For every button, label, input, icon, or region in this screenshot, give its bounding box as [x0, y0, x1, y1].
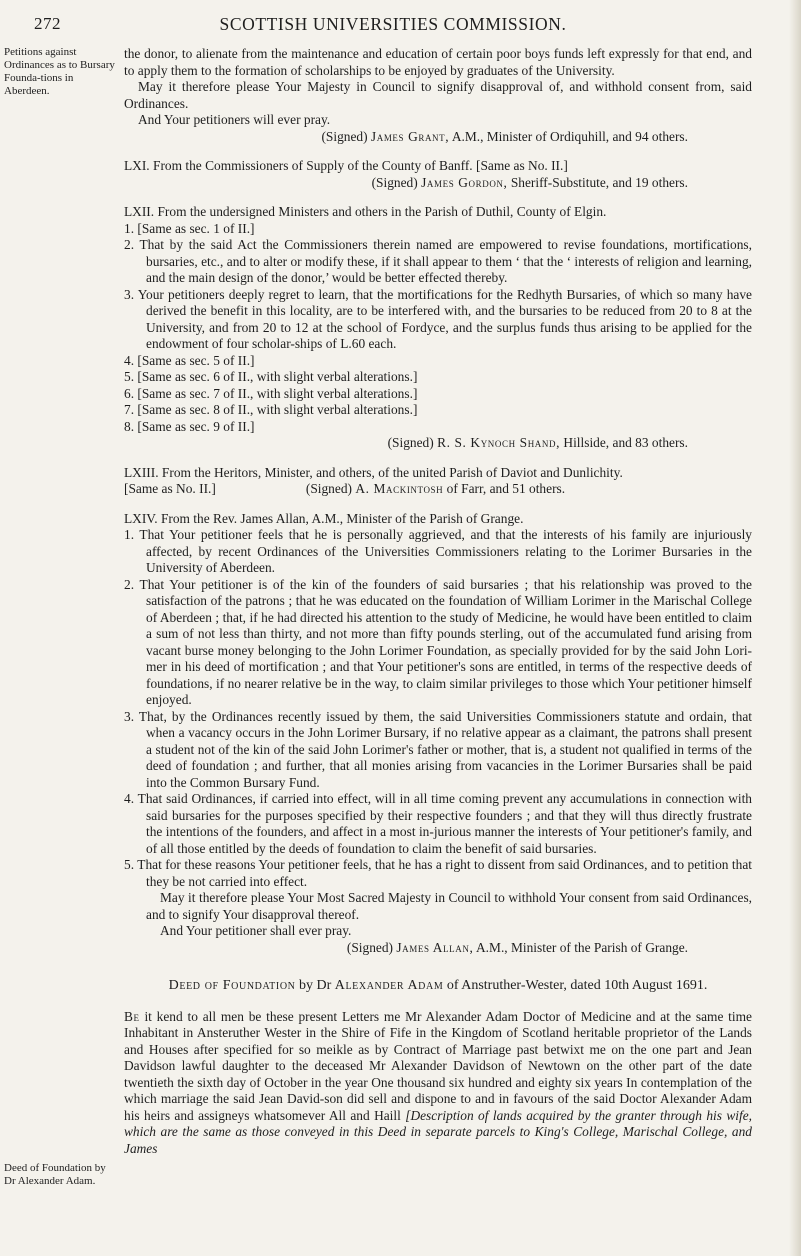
signatory-name: James Allan, — [396, 939, 474, 955]
petition-lxiv — [124, 511, 752, 957]
deed-italic-note: [Description of lands acquired by the granter through his wife, which are the same as those conveyed in this Deed in separate parcels to King's College, Marischal College, and James — [124, 1107, 752, 1156]
list-item: 1. That Your petitioner feels that he is personally aggrieved, and that the interests of his family are injuriously affected, by recent Ordinances of the Universities Commissioners relating to the Lorimer Bursaries in the University of Aberdeen. — [124, 527, 752, 575]
signatory-name: James Gordon, — [421, 174, 508, 190]
list-item: 8. [Same as sec. 9 of II.] — [124, 418, 255, 434]
running-title: SCOTTISH UNIVERSITIES COMMISSION. — [219, 14, 567, 34]
signature-line — [124, 940, 752, 957]
signed-label: (Signed) — [321, 128, 368, 144]
sidenote-petitions: Petitions against Ordinances as to Bursary Founda-tions in Aberdeen. — [4, 46, 115, 97]
signatory-name: R. S. Kynoch Shand, — [437, 435, 561, 450]
petition-heading: LXIV. From the Rev. James Allan, A.M., Minister of the Parish of Grange. — [124, 510, 524, 526]
signatory-title: of Farr, and 51 others. — [446, 481, 566, 496]
list-item: 3. Your petitioners deeply regret to learn, that the mortifications for the Redhyth Bursaries, of which so many have derived the benefit in this locality, are to be interfered with, and the bursaries to be reduced from 20 to 8 at the University, and from 20 to 12 at the school of Fordyce, and the surplus funds thus arising to be applied for the endowment of four scholar-ships of L.60 each. — [124, 286, 752, 351]
list-item: 6. [Same as sec. 7 of II., with slight verbal alterations.] — [124, 385, 418, 401]
signature-line — [124, 481, 752, 498]
deed-opening: Be — [124, 1008, 140, 1024]
list-item: 7. [Same as sec. 8 of II., with slight verbal alterations.] — [124, 402, 418, 417]
prayer-paragraph: May it therefore please Your Majesty in Council to signify disapproval of, and withhold consent from, said Ordinances. — [124, 79, 752, 111]
signatory-name: A. Mackintosh — [355, 481, 444, 496]
deed-section — [124, 978, 752, 1157]
signatory-title: A.M., Minister of the Parish of Grange. — [476, 939, 688, 955]
list-item: 1. [Same as sec. 1 of II.] — [124, 220, 255, 236]
prayer-paragraph: May it therefore please Your Most Sacred Majesty in Council to withhold Your consent from said Ordinances, and to signify Your disapproval thereof. — [146, 890, 752, 922]
petition-lxi — [124, 158, 752, 191]
page-number: 272 — [34, 14, 61, 33]
signed-label: (Signed) — [346, 939, 393, 955]
signatory-title: Hillside, and 83 others. — [563, 435, 688, 450]
petition-heading: LXII. From the undersigned Ministers and others in the Parish of Duthil, County of Elgin. — [124, 204, 607, 219]
same-as-note: [Same as No. II.] — [124, 481, 216, 496]
signatory-title: A.M., Minister of Ordiquhill, and 94 others. — [451, 128, 688, 144]
signed-label: (Signed) — [371, 174, 418, 190]
deed-title — [124, 978, 752, 995]
signed-label: (Signed) — [305, 481, 352, 496]
list-item: 4. [Same as sec. 5 of II.] — [124, 352, 255, 368]
pray-line: And Your petitioners will ever pray. — [138, 112, 331, 127]
list-item: 5. [Same as sec. 6 of II., with slight verbal alterations.] — [124, 369, 418, 384]
continuation-paragraph: the donor, to alienate from the maintenance and education of certain poor boys funds left expressly for that end, and to apply them to the formation of scholarships to be enjoyed by graduates of the University. — [124, 46, 752, 78]
list-item: 5. That for these reasons Your petitioner feels, that he has a right to dissent from said Ordinances, and to petition that they be not carried into effect. — [124, 857, 752, 889]
list-item: 2. That by the said Act the Commissioners therein named are empowered to revise foundations, mortifications, bursaries, etc., and to alter or modify these, if it shall appear to them ‘ that the ‘ interests of religion and learning, and the main design of the donor,’ would be better effected thereby. — [124, 237, 752, 285]
signed-label: (Signed) — [387, 435, 434, 450]
signature-line — [124, 435, 752, 452]
page-header — [34, 14, 752, 40]
list-item: 4. That said Ordinances, if carried into effect, will in all time coming prevent any accumulations in connection with said bursaries for the purposes specified by their respective founders ; and that they will thus directly frustrate the intentions of the founders, and affect in a most in-jurious manner the interests of Your petitioner's family, and of all those entitled by the deeds of foundation to claim the benefit of said bursaries. — [124, 791, 752, 856]
sidenote-deed: Deed of Foundation by Dr Alexander Adam. — [4, 1162, 106, 1187]
deed-title-by: by Dr — [298, 978, 332, 993]
signature-line — [124, 129, 752, 146]
deed-body: it kend to all men be these present Letters me Mr Alexander Adam Doctor of Medicine and at the same time Inhabitant in Ansteruther Wester in the Shire of Fife in the Kingdom of Scotland heritable proprietor of the Lands and Houses after specified for so meikle as by Contract of Marriage past betwixt me on the one part and Jean Davidson lawful daughter to the deceased Mr Alexander Davidson of Newtown on the other part of the date twentieth the sixth day of October in the year One thousand six hundred and eighty six years In contemplation of the which marriage the said Jean David-son did sell and dispone to and in favours of the said Doctor Alexander Adam his heirs and assigneys whatsomever All and Haill — [124, 1008, 752, 1123]
petition-heading: LXIII. From the Heritors, Minister, and others, of the united Parish of Daviot and Dunlichity. — [124, 464, 623, 480]
deed-title-rest: of Anstruther-Wester, dated 10th August 1691. — [446, 978, 708, 993]
deed-title-lead: Deed of Foundation — [168, 978, 296, 993]
signatory-title: Sheriff-Substitute, and 19 others. — [510, 174, 688, 190]
list-item: 2. That Your petitioner is of the kin of the founders of said bursaries ; that his relationship was proved to the satisfaction of the patrons ; that he was educated on the foundation of William Lorimer in the Marischal College of Aberdeen ; that, if he had directed his attention to the study of Medicine, he would have been entitled to claim a sum of not less than thirty, and not more than fifty pounds sterling, out of the accumulated fund arising from vacant burse money belonging to the John Lorimer Foundation, as specially provided for by the said John Lori-mer in his deed of mortification ; and that Your petitioner's sons are entitled, in terms of the respective deeds of foundations, if no nearer relative be in the way, to claim similar privileges to those which Your petitioner himself enjoyed. — [124, 576, 752, 707]
signature-line — [124, 175, 752, 192]
petition-lxiii — [124, 465, 752, 498]
facing-page-edge — [789, 0, 801, 1256]
deed-text — [124, 1009, 752, 1158]
petition-heading: LXI. From the Commissioners of Supply of the County of Banff. [Same as No. II.] — [124, 158, 568, 173]
signatory-name: James Grant, — [370, 128, 450, 144]
deed-founder-name: Alexander Adam — [334, 978, 444, 993]
pray-line: And Your petitioner shall ever pray. — [160, 923, 352, 938]
petition-lxii — [124, 204, 752, 452]
main-text — [124, 46, 752, 1157]
list-item: 3. That, by the Ordinances recently issued by them, the said Universities Commissioners statute and ordain, that when a vacancy occurs in the John Lorimer Bursary, if no relative appear as a claimant, the patrons shall present a student not of the kin of the said John Lorimer's father or mother, that is, a student not qualified in terms of the deed of foundation ; and further, that all monies arising from vacancies in the Lorimer Bursaries shall be paid into the Common Bursary Fund. — [124, 708, 752, 790]
